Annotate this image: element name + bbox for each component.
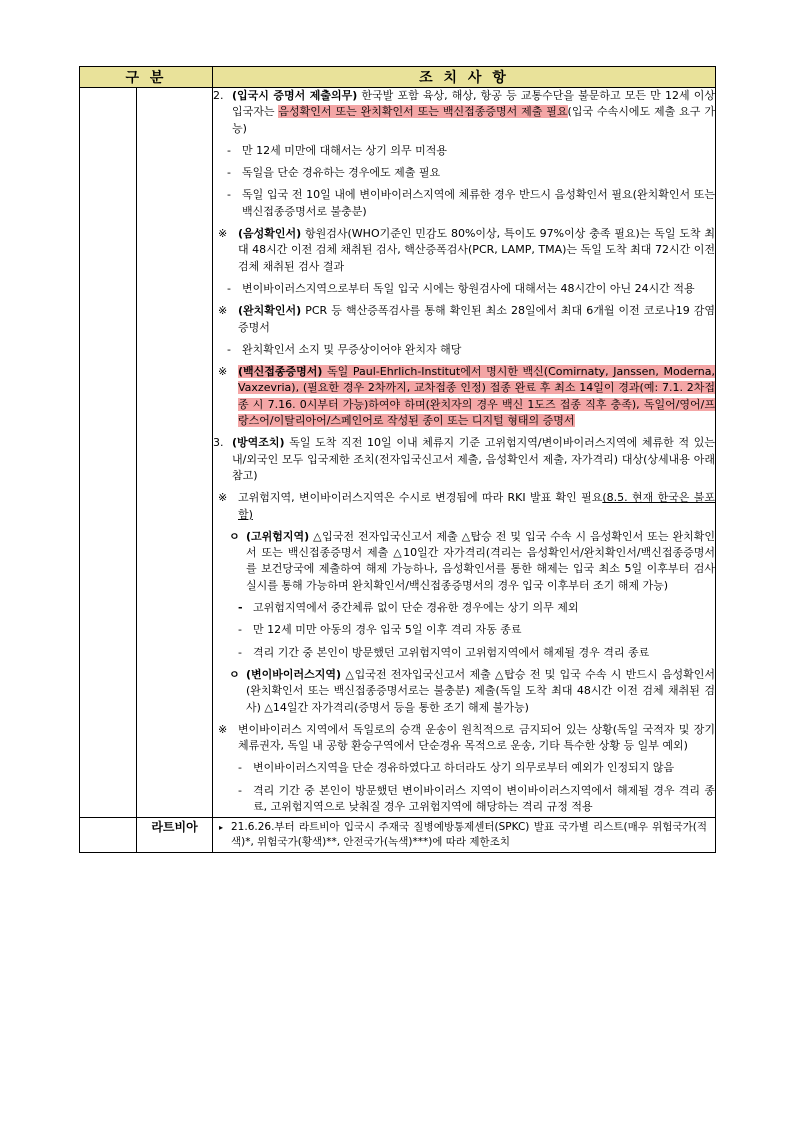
note-negative-test: ※ (음성확인서) 항원검사(WHO기준인 민감도 80%이상, 특이도 97%이상 충족 필요)는 독일 도착 최대 48시간 이전 검체 채취된 검사, 핵산증폭검사(PCR, LAMP, TMA)는 독일 도착 최대 72시간 이전 검체 채취된 검사 결과 [218, 227, 715, 273]
header-category: 구 분 [80, 67, 213, 88]
list-item: - 격리 기간 중 본인이 방문했던 변이바이러스 지역이 변이바이러스지역에서 해제될 경우 격리 종료, 고위험지역으로 낮춰질 경우 고위험지역에 해당하는 격리 규정 적용 [238, 783, 715, 813]
table-row-germany [80, 88, 716, 818]
list-item: - 완치확인서 소지 및 무증상이어야 완치자 해당 [227, 342, 462, 356]
list-item: - 고위험지역에서 중간체류 없이 단순 경유한 경우에는 상기 의무 제외 [238, 601, 579, 615]
country-cell-germany [137, 88, 213, 818]
list-item: - 독일을 단순 경유하는 경우에도 제출 필요 [227, 166, 441, 180]
region-cell [80, 88, 137, 818]
measures-cell-latvia [213, 818, 716, 853]
item-3-quarantine: 3. (방역조치) 독일 도착 직전 10일 이내 체류지 기준 고위험지역/변이바이러스지역에 체류한 적 있는 내/외국인 모두 입국제한 조치(전자입국신고서 제출, 음성확인서 제출, 자가격리) 대상(상세내용 아래 참고) [213, 436, 715, 482]
note-transport-ban: ※ 변이바이러스 지역에서 독일로의 승객 운송이 원칙적으로 금지되어 있는 상황(독일 국적자 및 장기체류권자, 독일 내 공항 환승구역에서 단순경유 목적으로 운송, 기타 특수한 상황 등 일부 예외) [218, 722, 715, 753]
measures-cell-germany [213, 88, 716, 818]
list-item: - 만 12세 미만에 대해서는 상기 의무 미적용 [227, 143, 447, 157]
vaccination-highlight: (백신접종증명서) 독일 Paul-Ehrlich-Institut에서 명시한 백신(Comirnaty, Janssen, Moderna, Vaxzevria), (필요한 경우 2차까지, 교차접종 인정) 접종 완료 후 최소 14일이 경과(예: 7.1. 2차접종 시 7.16. 0시부터 가능)하여야 하며(완치자의 경우 백신 1도즈 접종 직후 충족), 독일어/영어/프랑스어/이탈리아어/스페인어로 작성된 종이 또는 디지털 형태의 증명서 [238, 365, 715, 428]
table-row-latvia [80, 818, 716, 853]
list-item: - 변이바이러스지역으로부터 독일 입국 시에는 항원검사에 대해서는 48시간이 아닌 24시간 적용 [227, 281, 695, 295]
note-recovery-certificate: ※ (완치확인서) PCR 등 핵산증폭검사를 통해 확인된 최소 28일에서 최대 6개월 이전 코로나19 감염증명서 [218, 304, 715, 334]
item-2-text-b: (입국 수속시에도 제출 요구 가능) [232, 105, 715, 135]
list-item: - 만 12세 미만 아동의 경우 입국 5일 이후 격리 자동 종료 [238, 623, 522, 637]
triangle-bullet-icon: ▸ [219, 823, 224, 833]
measures-table [79, 66, 716, 853]
table-header-row [80, 67, 716, 88]
region-cell [80, 818, 137, 853]
note-rki: ※ 고위험지역, 변이바이러스지역은 수시로 변경됨에 따라 RKI 발표 확인 필요(8.5. 현재 한국은 불포함) [218, 491, 715, 521]
note-vaccination-certificate: ※ (백신접종증명서) 독일 Paul-Ehrlich-Institut에서 명시한 백신(Comirnaty, Janssen, Moderna, Vaxzevria), (필요한 경우 2차까지, 교차접종 인정) 접종 완료 후 최소 14일이 경과(예: 7.1. 2차접종 시 7.16. 0시부터 가능)하여야 하며(완치자의 경우 백신 1도즈 접종 직후 충족), 독일어/영어/프랑스어/이탈리아어/스페인어로 작성된 종이 또는 디지털 형태의 증명서 [218, 365, 715, 428]
item-2-highlight: 음성확인서 또는 완치확인서 또는 백신접종증명서 제출 필요 [278, 105, 568, 119]
country-cell-latvia: 라트비아 [137, 818, 213, 853]
list-item: - 독일 입국 전 10일 내에 변이바이러스지역에 체류한 경우 반드시 음성확인서 필요(완치확인서 또는 백신접종증명서로 불충분) [227, 188, 715, 218]
item-2-title: (입국시 증명서 제출의무) [232, 89, 358, 102]
high-risk-area: ㅇ (고위험지역) △입국전 전자입국신고서 제출 △탑승 전 및 입국 수속 시 음성확인서 또는 완치확인서 또는 백신접종증명서 제출 △10일간 자가격리(격리는 음성확인서/완치확인서/백신접종증명서를 보건당국에 제출하여 해제 가능하나, 음성확인서를 통한 해제는 입국 최소 5일 이후부터 검사 실시를 통해 가능하며 완치확인서/백신접종증명서의 경우 입국 이후부터 조기 해제 가능) [229, 529, 715, 592]
list-item: - 격리 기간 중 본인이 방문했던 고위험지역이 고위험지역에서 해제될 경우 격리 종료 [238, 645, 650, 659]
item-2-text-a: 한국발 포함 육상, 해상, 항공 등 교통수단을 불문하고 모든 만 12세 이상 입국자는 [232, 89, 715, 119]
variant-area: ㅇ (변이바이러스지역) △입국전 전자입국신고서 제출 △탑승 전 및 입국 수속 시 반드시 음성확인서(완치확인서 또는 백신접종증명서로는 불충분) 제출(독일 도착 최대 48시간 이전 검체 채취된 검사) △14일간 자가격리(증명서 등을 통한 조기 해제 불가능) [229, 667, 715, 714]
header-measures: 조 치 사 항 [213, 67, 716, 88]
latvia-measure: ▸ 21.6.26.부터 라트비아 입국시 주재국 질병예방통제센터(SPKC) 발표 국가별 리스트(매우 위험국가(적색)*, 위험국가(황색)**, 안전국가(녹색)***)에 따라 제한조치 [219, 821, 707, 849]
item-2-entry-certificate: 2. (입국시 증명서 제출의무) 한국발 포함 육상, 해상, 항공 등 교통수단을 불문하고 모든 만 12세 이상 입국자는 음성확인서 또는 완치확인서 또는 백신접종증명서 제출 필요(입국 수속시에도 제출 요구 가능) [213, 89, 715, 135]
list-item: - 변이바이러스지역을 단순 경유하였다고 하더라도 상기 의무로부터 예외가 인정되지 않음 [238, 761, 675, 775]
